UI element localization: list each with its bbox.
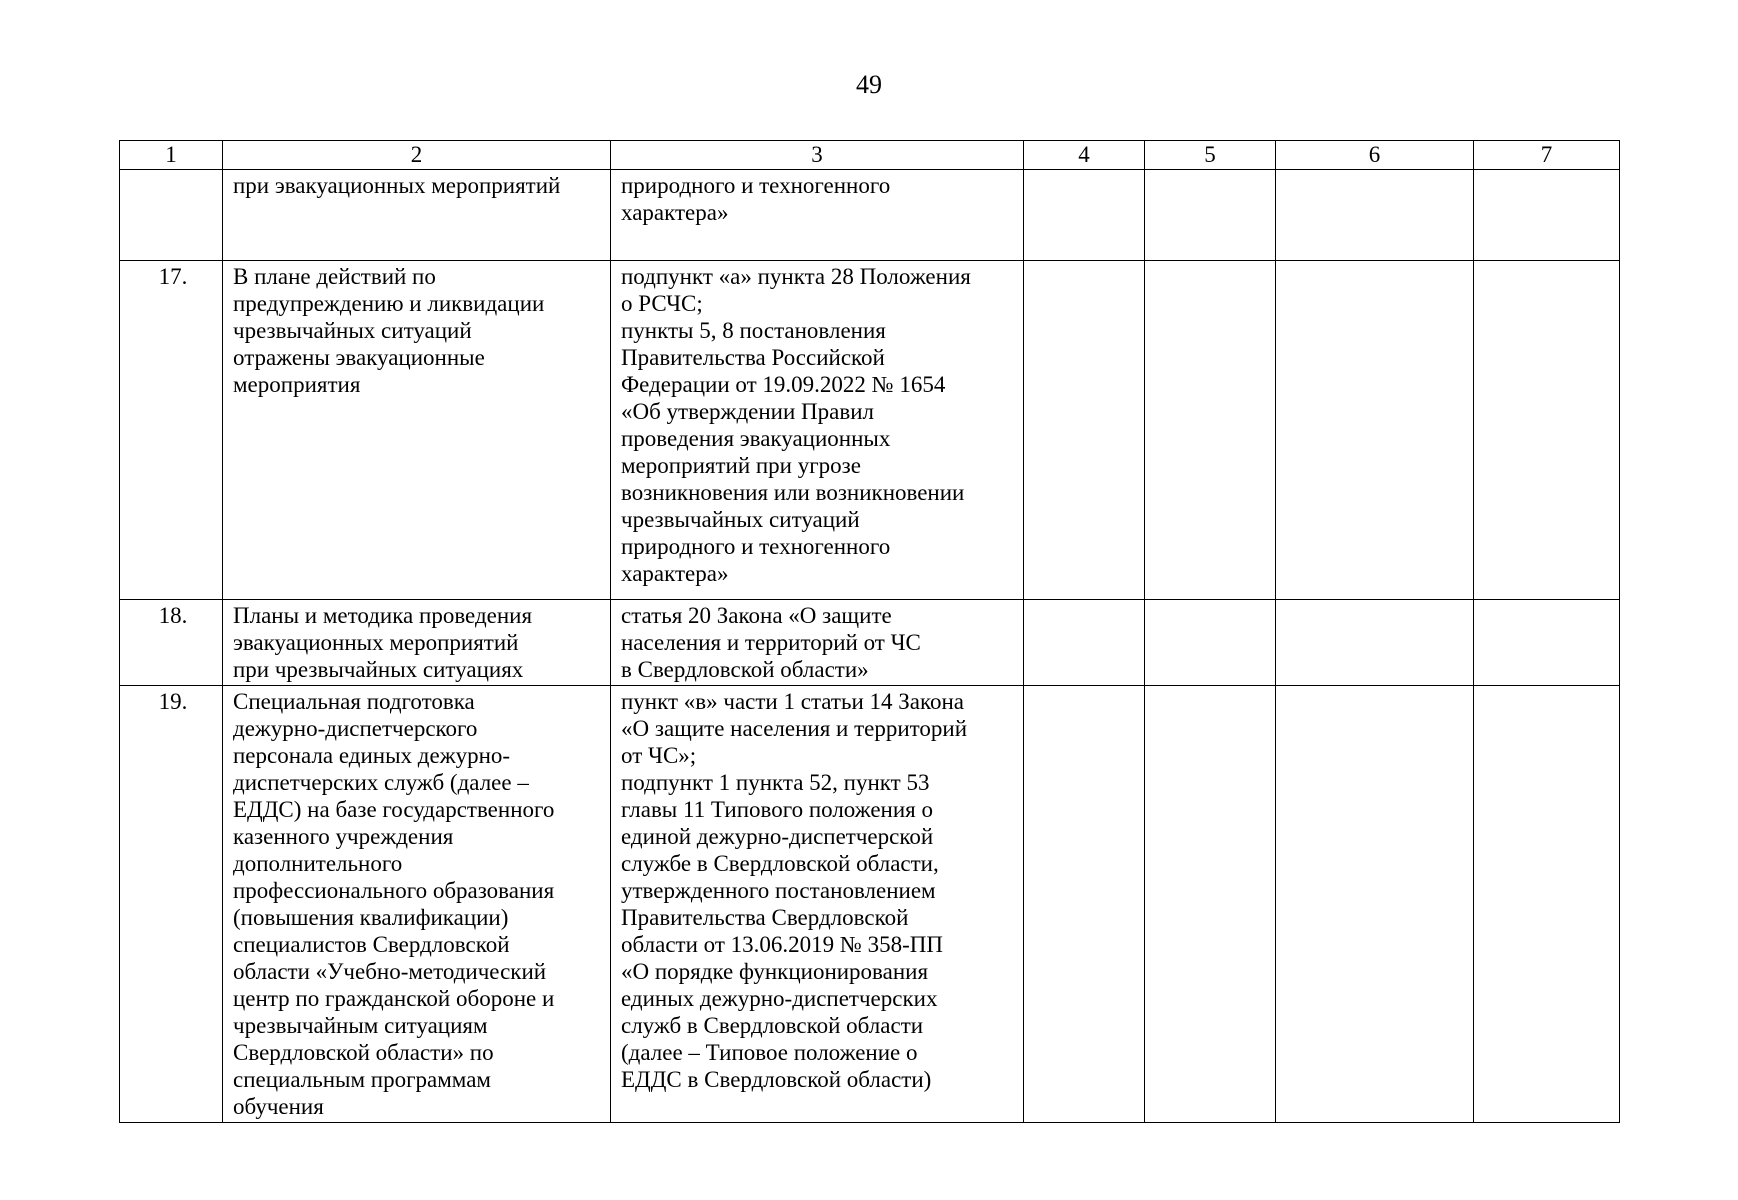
legal-basis-cell: природного и техногенного характера» [611, 170, 1024, 261]
empty-cell [1024, 261, 1145, 600]
page-number: 49 [856, 70, 882, 99]
row-number [120, 170, 223, 261]
empty-cell [1474, 600, 1620, 686]
empty-cell [1024, 170, 1145, 261]
empty-cell [1276, 170, 1474, 261]
requirements-table [119, 140, 1620, 1123]
empty-cell [1474, 686, 1620, 1123]
table-row [120, 261, 1620, 600]
empty-cell [1276, 600, 1474, 686]
requirement-cell: Специальная подготовка дежурно-диспетчерского персонала единых дежурно- диспетчерских служб (далее – ЕДДС) на базе государственного казенного учреждения дополнительного профессионального образования (повышения квалификации) специалистов Свердловской области «Учебно-методический центр по гражданской обороне и чрезвычайным ситуациям Свердловской области» по специальным программам обучения [223, 686, 611, 1123]
table-row [120, 170, 1620, 261]
requirement-cell: при эвакуационных мероприятий [223, 170, 611, 261]
table-row [120, 600, 1620, 686]
column-header-5: 5 [1145, 141, 1276, 170]
empty-cell [1145, 261, 1276, 600]
row-number: 18. [120, 600, 223, 686]
empty-cell [1276, 261, 1474, 600]
row-number: 17. [120, 261, 223, 600]
legal-basis-cell: подпункт «а» пункта 28 Положения о РСЧС; пункты 5, 8 постановления Правительства Российской Федерации от 19.09.2022 № 1654 «Об утверждении Правил проведения эвакуационных мероприятий при угрозе возникновения или возникновении чрезвычайных ситуаций природного и техногенного характера» [611, 261, 1024, 600]
empty-cell [1145, 686, 1276, 1123]
header-row [120, 141, 1620, 170]
column-header-1: 1 [120, 141, 223, 170]
empty-cell [1024, 686, 1145, 1123]
column-header-4: 4 [1024, 141, 1145, 170]
requirement-cell: В плане действий по предупреждению и ликвидации чрезвычайных ситуаций отражены эвакуационные мероприятия [223, 261, 611, 600]
column-header-3: 3 [611, 141, 1024, 170]
column-header-6: 6 [1276, 141, 1474, 170]
empty-cell [1145, 170, 1276, 261]
empty-cell [1024, 600, 1145, 686]
empty-cell [1474, 261, 1620, 600]
row-number: 19. [120, 686, 223, 1123]
empty-cell [1474, 170, 1620, 261]
table-row [120, 686, 1620, 1123]
legal-basis-cell: статья 20 Закона «О защите населения и территорий от ЧС в Свердловской области» [611, 600, 1024, 686]
column-header-7: 7 [1474, 141, 1620, 170]
legal-basis-cell: пункт «в» части 1 статьи 14 Закона «О защите населения и территорий от ЧС»; подпункт 1 пункта 52, пункт 53 главы 11 Типового положения о единой дежурно-диспетчерской службе в Свердловской области, утвержденного постановлением Правительства Свердловской области от 13.06.2019 № 358-ПП «О порядке функционирования единых дежурно-диспетчерских служб в Свердловской области (далее – Типовое положение о ЕДДС в Свердловской области) [611, 686, 1024, 1123]
empty-cell [1276, 686, 1474, 1123]
column-header-2: 2 [223, 141, 611, 170]
requirement-cell: Планы и методика проведения эвакуационных мероприятий при чрезвычайных ситуациях [223, 600, 611, 686]
empty-cell [1145, 600, 1276, 686]
